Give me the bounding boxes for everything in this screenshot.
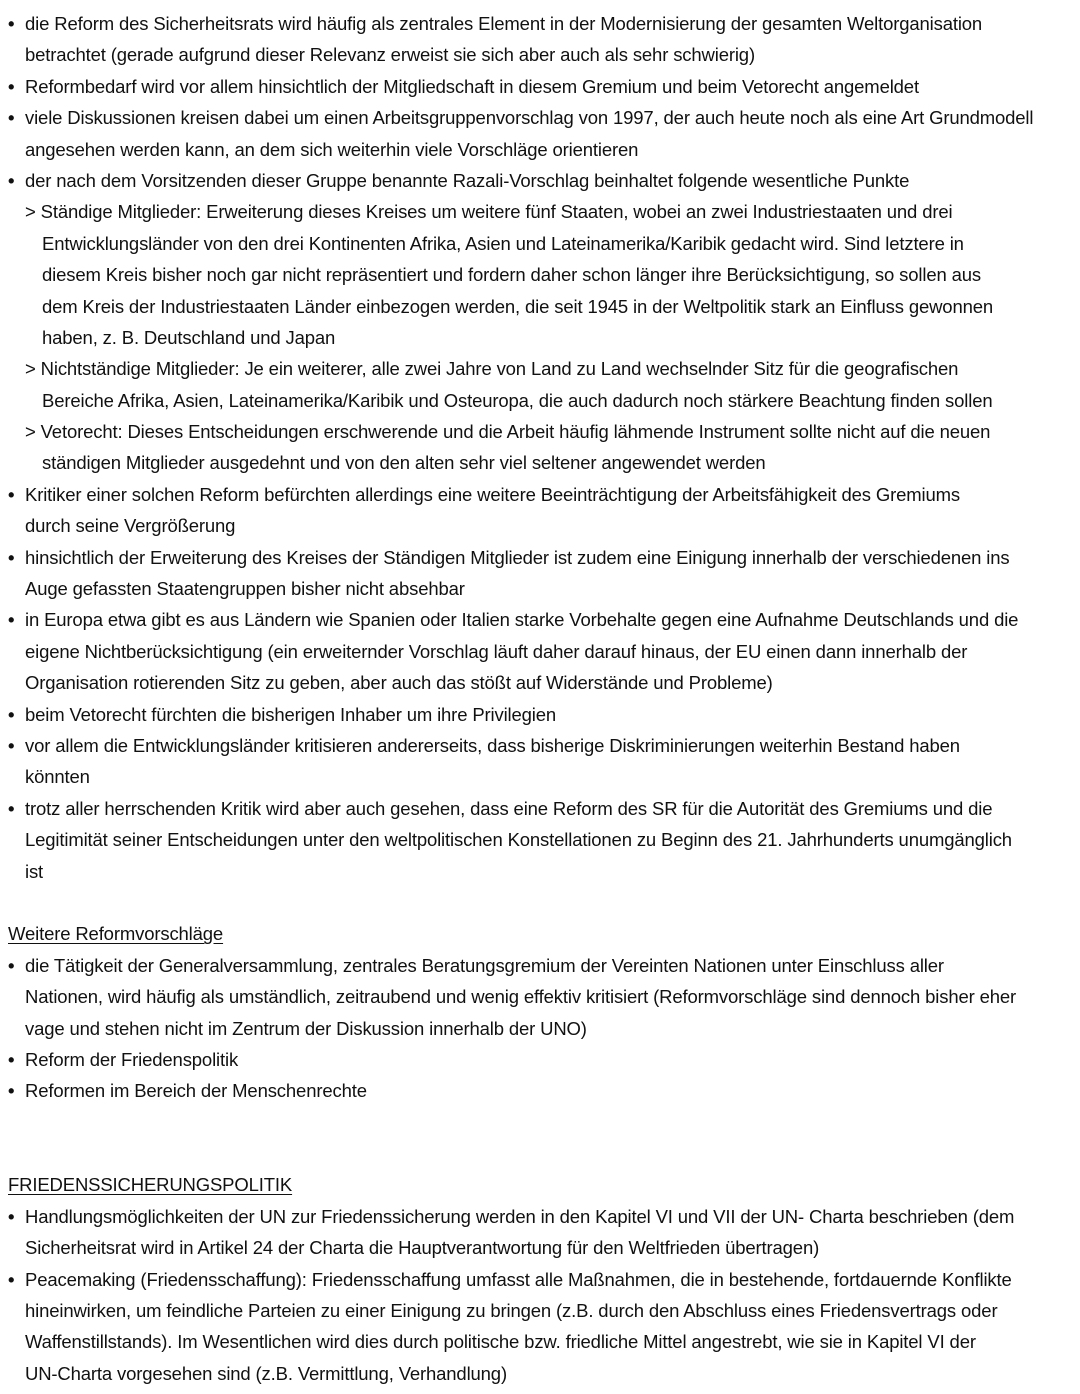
sub-point-line: > Vetorecht: Dieses Entscheidungen erschwerende und die Arbeit häufig lähmende Instrument sollte nicht auf die neuen bbox=[25, 421, 991, 443]
text-line: Entwicklungsländer von den drei Kontinenten Afrika, Asien und Lateinamerika/Karibik gedacht wird. Sind letztere in bbox=[42, 232, 964, 254]
text-line: vage und stehen nicht im Zentrum der Diskussion innerhalb der UNO) bbox=[25, 1017, 587, 1039]
bullet-icon: • bbox=[8, 546, 15, 568]
text-line: Legitimität seiner Entscheidungen unter den weltpolitischen Konstellationen zu Beginn des 21. Jahrhunderts unumgänglich bbox=[25, 829, 1012, 851]
section-heading: Weitere Reformvorschläge bbox=[8, 923, 224, 945]
bullet-line: • Kritiker einer solchen Reform befürchten allerdings eine weitere Beeinträchtigung der Arbeitsfähigkeit des Gremiums bbox=[8, 479, 1062, 510]
bullet-icon: • bbox=[8, 107, 15, 129]
bullet-line: • Reform der Friedenspolitik bbox=[8, 1044, 1062, 1075]
text-line: Organisation rotierenden Sitz zu geben, aber auch das stößt auf Widerstände und Probleme) bbox=[25, 672, 773, 694]
bullet-icon: • bbox=[8, 169, 15, 191]
bullet-line: • hinsichtlich der Erweiterung des Kreises der Ständigen Mitglieder ist zudem eine Einigung innerhalb der verschiedenen ins bbox=[8, 542, 1062, 573]
sub-point-line: > Nichtständige Mitglieder: Je ein weiterer, alle zwei Jahre von Land zu Land wechselnder Sitz für die geografischen bbox=[25, 358, 959, 380]
text-line: ist bbox=[25, 860, 44, 882]
bullet-icon: • bbox=[8, 954, 15, 976]
bullet-icon: • bbox=[8, 13, 15, 34]
spacer bbox=[8, 1107, 1062, 1138]
text-line: betrachtet (gerade aufgrund dieser Relevanz erweist sie sich aber auch als sehr schwierig) bbox=[25, 44, 755, 66]
text-line: Sicherheitsrat wird in Artikel 24 der Charta die Hauptverantwortung für den Weltfrieden übertragen) bbox=[25, 1237, 820, 1259]
bullet-line: • trotz aller herrschenden Kritik wird aber auch gesehen, dass eine Reform des SR für die Autorität des Gremiums und die bbox=[8, 793, 1062, 824]
further-reforms-section bbox=[8, 918, 1062, 1106]
bullet-line: • Peacemaking (Friedensschaffung): Friedensschaffung umfasst alle Maßnahmen, die in bestehende, fortdauernde Konflikte bbox=[8, 1264, 1062, 1295]
text-line: dem Kreis der Industriestaaten Länder einbezogen werden, die seit 1945 in der Weltpolitik stark an Einfluss gewonnen bbox=[42, 295, 994, 317]
text-line: Nationen, wird häufig als umständlich, zeitraubend und wenig effektiv kritisiert (Reformvorschläge sind dennoch bisher eher bbox=[25, 986, 1017, 1008]
bullet-icon: • bbox=[8, 609, 15, 631]
spacer bbox=[8, 887, 1062, 918]
bullet-icon: • bbox=[8, 483, 15, 505]
text-line: diesem Kreis bisher noch gar nicht repräsentiert und fordern daher schon länger ihre Berücksichtigung, so sollen aus bbox=[42, 264, 981, 286]
text-line: haben, z. B. Deutschland und Japan bbox=[42, 326, 336, 348]
bullet-line: • in Europa etwa gibt es aus Ländern wie Spanien oder Italien starke Vorbehalte gegen eine Aufnahme Deutschlands und die bbox=[8, 604, 1062, 635]
text-line: hineinwirken, um feindliche Parteien zu einer Einigung zu bringen (z.B. durch den Abschluss eines Friedensvertrags oder bbox=[25, 1300, 998, 1322]
bullet-icon: • bbox=[8, 1080, 15, 1102]
bullet-line: • viele Diskussionen kreisen dabei um einen Arbeitsgruppenvorschlag von 1997, der auch heute noch als eine Art Grundmodell bbox=[8, 102, 1062, 133]
text-line: durch seine Vergrößerung bbox=[25, 515, 236, 537]
peace-policy-section bbox=[8, 1169, 1062, 1389]
bullet-icon: • bbox=[8, 703, 15, 725]
bullet-icon: • bbox=[8, 1268, 15, 1290]
bullet-icon: • bbox=[8, 1048, 15, 1070]
bullet-icon: • bbox=[8, 75, 15, 97]
spacer bbox=[8, 1138, 1062, 1169]
bullet-line: • beim Vetorecht fürchten die bisherigen Inhaber um ihre Privilegien bbox=[8, 699, 1062, 730]
bullet-line: • die Reform des Sicherheitsrats wird häufig als zentrales Element in der Modernisierung der gesamten Weltorganisation bbox=[8, 8, 1062, 39]
bullet-icon: • bbox=[8, 1205, 15, 1227]
bullet-line: • Reformen im Bereich der Menschenrechte bbox=[8, 1075, 1062, 1106]
bullet-icon: • bbox=[8, 734, 15, 756]
section-heading: FRIEDENSSICHERUNGSPOLITIK bbox=[8, 1174, 293, 1196]
bullet-line: • Reformbedarf wird vor allem hinsichtlich der Mitgliedschaft in diesem Gremium und beim Vetorecht angemeldet bbox=[8, 71, 1062, 102]
text-line: Bereiche Afrika, Asien, Lateinamerika/Karibik und Osteuropa, die auch dadurch noch stärkere Beachtung finden sollen bbox=[42, 389, 993, 411]
text-line: ständigen Mitglieder ausgedehnt und von den alten sehr viel seltener angewendet werden bbox=[42, 452, 766, 474]
bullet-line: • der nach dem Vorsitzenden dieser Gruppe benannte Razali-Vorschlag beinhaltet folgende wesentliche Punkte bbox=[8, 165, 1062, 196]
bullet-icon: • bbox=[8, 797, 15, 819]
bullet-line: • die Tätigkeit der Generalversammlung, zentrales Beratungsgremium der Vereinten Nationen unter Einschluss aller bbox=[8, 950, 1062, 981]
text-line: angesehen werden kann, an dem sich weiterhin viele Vorschläge orientieren bbox=[25, 138, 639, 160]
text-line: UN-Charta vorgesehen sind (z.B. Vermittlung, Verhandlung) bbox=[25, 1362, 507, 1384]
text-line: Waffenstillstands). Im Wesentlichen wird dies durch politische bzw. friedliche Mittel angestrebt, wie sie in Kapitel VI der bbox=[25, 1331, 976, 1353]
text-line: eigene Nichtberücksichtigung (ein erweiternder Vorschlag läuft daher darauf hinaus, der EU einen dann innerhalb der bbox=[25, 640, 968, 662]
bullet-line: • Handlungsmöglichkeiten der UN zur Friedenssicherung werden in den Kapitel VI und VII der UN- Charta beschrieben (dem bbox=[8, 1201, 1062, 1232]
text-line: könnten bbox=[25, 766, 90, 788]
bullet-line: • vor allem die Entwicklungsländer kritisieren andererseits, dass bisherige Diskriminierungen weiterhin Bestand haben bbox=[8, 730, 1062, 761]
text-line: Auge gefassten Staatengruppen bisher nicht absehbar bbox=[25, 578, 465, 600]
sub-point-line: > Ständige Mitglieder: Erweiterung dieses Kreises um weitere fünf Staaten, wobei an zwei Industriestaaten und drei bbox=[25, 201, 953, 223]
security-council-reform-section bbox=[8, 8, 1062, 887]
